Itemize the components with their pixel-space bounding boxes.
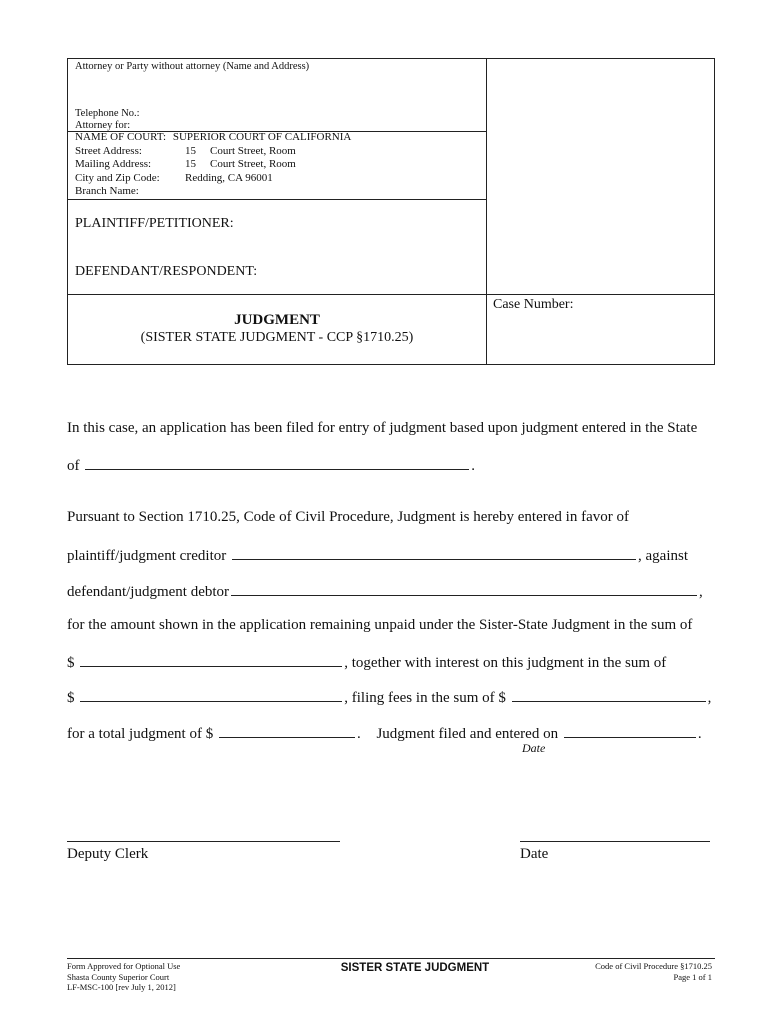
interest-field[interactable] (80, 687, 342, 702)
court-name-row (75, 131, 351, 143)
interest-line (67, 687, 711, 707)
filed-text: Judgment filed and entered on (376, 726, 559, 742)
court-name-value: SUPERIOR COURT OF CALIFORNIA (172, 131, 352, 143)
footer-left-line1: Form Approved for Optional Use (67, 961, 181, 971)
footer-left (67, 961, 180, 993)
state-field[interactable] (85, 455, 469, 470)
footer-rule (67, 958, 715, 959)
footer-right (540, 961, 712, 982)
plaintiff-label: PLAINTIFF/PETITIONER: (75, 216, 234, 231)
footer-left-line2: Shasta County Superior Court (67, 971, 170, 982)
of-label: of (67, 458, 80, 474)
mailing-number: 15 (185, 158, 196, 170)
creditor-line (67, 545, 688, 565)
parties-box-divider (67, 199, 487, 200)
city-row (75, 172, 273, 184)
filed-date-field[interactable] (564, 723, 696, 738)
filing-fees-field[interactable] (512, 687, 706, 702)
date-signature-line[interactable] (520, 841, 710, 842)
telephone-label: Telephone No.: (75, 108, 140, 119)
period-2: . (356, 726, 361, 742)
street-value: Court Street, Room (210, 145, 296, 157)
dollar-sign: $ (67, 655, 75, 671)
title-box-divider (67, 294, 715, 295)
street-number: 15 (185, 145, 196, 157)
date-caption: Date (522, 741, 546, 755)
footer-left-line3: LF-MSC-100 [rev July 1, 2012] (67, 982, 176, 992)
period: . (471, 458, 475, 474)
dollar-sign-2: $ (67, 690, 75, 706)
sum-line (67, 652, 666, 672)
footer-right-line1: Code of Civil Procedure §1710.25 (595, 961, 712, 971)
branch-label: Branch Name: (75, 185, 139, 197)
caption-box-bottom (67, 364, 715, 365)
debtor-field[interactable] (231, 581, 697, 596)
street-label: Street Address: (75, 145, 142, 157)
amount-paragraph: for the amount shown in the application remaining unpaid under the Sister-State Judgment in the sum of (67, 617, 693, 633)
creditor-field[interactable] (232, 545, 636, 560)
comma-2: , (707, 690, 712, 706)
attorney-label: Attorney or Party without attorney (Name and Address) (75, 61, 310, 72)
court-name-label: NAME OF COURT: (75, 131, 167, 143)
city-label: City and Zip Code: (75, 172, 160, 184)
total-line (67, 723, 702, 743)
street-row (75, 145, 296, 157)
case-number-field[interactable] (490, 316, 710, 360)
creditor-label: plaintiff/judgment creditor (67, 548, 227, 564)
mailing-value: Court Street, Room (210, 158, 296, 170)
clerk-signature-line[interactable] (67, 841, 340, 842)
filing-text: , filing fees in the sum of $ (344, 690, 506, 706)
paragraph-application: In this case, an application has been filed for entry of judgment based upon judgment entered in the State (67, 420, 698, 436)
defendant-label: DEFENDANT/RESPONDENT: (75, 264, 258, 279)
document-title: JUDGMENT (234, 312, 320, 328)
total-field[interactable] (219, 723, 355, 738)
against-label: , against (638, 548, 689, 564)
mailing-label: Mailing Address: (75, 158, 152, 170)
total-label: for a total judgment of $ (67, 726, 214, 742)
interest-text: , together with interest on this judgment in the sum of (344, 655, 667, 671)
mailing-row (75, 158, 296, 170)
case-number-label: Case Number: (493, 297, 574, 312)
caption-box-right (714, 58, 715, 365)
signature-date-label: Date (520, 846, 549, 862)
comma: , (699, 584, 703, 600)
deputy-clerk-label: Deputy Clerk (67, 846, 149, 862)
paragraph-pursuant: Pursuant to Section 1710.25, Code of Civil Procedure, Judgment is hereby entered in favor of (67, 509, 629, 525)
debtor-line (67, 581, 703, 601)
footer-title: SISTER STATE JUDGMENT (340, 962, 490, 974)
caption-box-top (67, 58, 715, 59)
footer-page-number: Page 1 of 1 (673, 971, 712, 982)
document-subtitle: (SISTER STATE JUDGMENT - CCP §1710.25) (140, 330, 414, 345)
city-value: Redding, CA 96001 (185, 172, 273, 184)
period-3: . (697, 726, 702, 742)
debtor-label: defendant/judgment debtor (67, 584, 230, 600)
sum-field[interactable] (80, 652, 342, 667)
state-line (67, 455, 475, 475)
branch-row (75, 185, 139, 197)
attorney-for-label: Attorney for: (75, 120, 131, 131)
